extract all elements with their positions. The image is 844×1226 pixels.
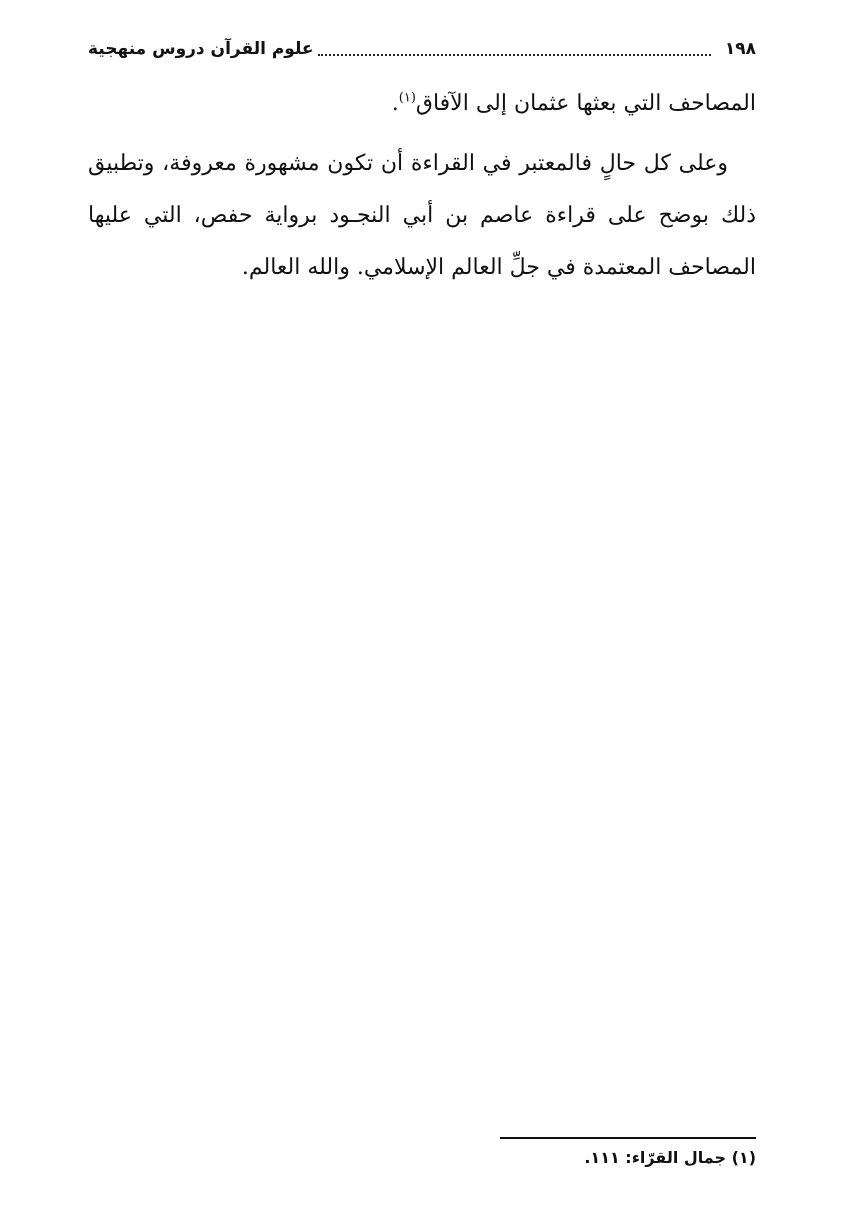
book-title: علوم القرآن دروس منهجية [88, 39, 314, 59]
paragraph-1 [88, 78, 756, 130]
body-text [88, 78, 756, 294]
paragraph-1-text: المصاحف التي بعثها عثمان إلى الآفاق [415, 91, 756, 116]
paragraph-2: وعلى كل حالٍ فالمعتبر في القراءة أن تكون مشهورة معروفة، وتطبيق ذلك بوضح على قراءة عاصم بن أبي النجـود برواية حفص، التي عليها المصاحف المعتمدة في جلِّ العالم الإسلامي. والله العالم. [88, 151, 756, 280]
running-header [88, 34, 756, 64]
footnote: (١) جمال القرّاء: ١١١. [584, 1148, 756, 1167]
header-dotted-leader [318, 54, 711, 56]
footnote-separator [500, 1137, 756, 1139]
footnote-reference: (١) [398, 90, 416, 106]
paragraph-1-end: . [391, 91, 399, 116]
page-number: ١٩٨ [724, 39, 756, 59]
